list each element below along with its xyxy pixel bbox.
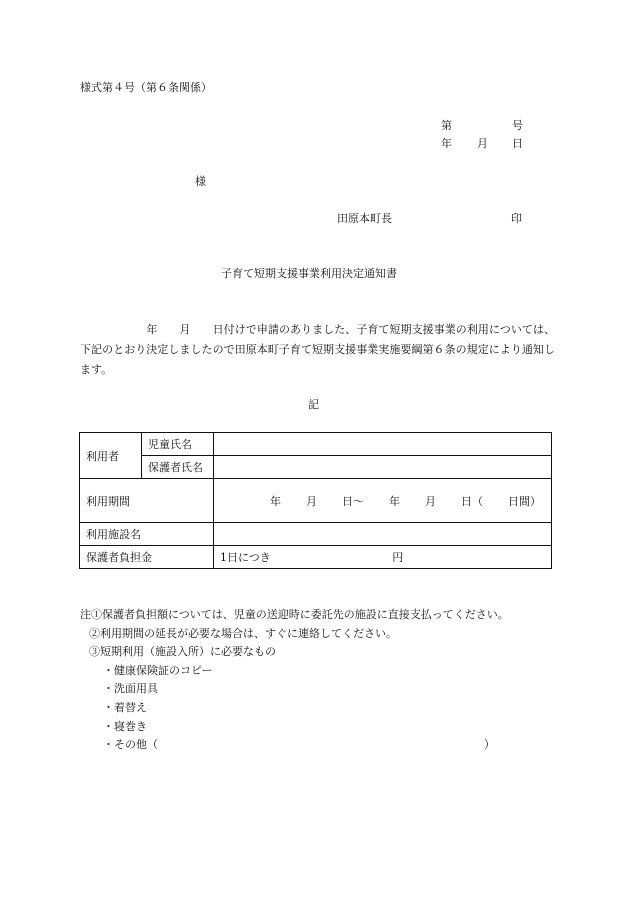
- table-row: [80, 433, 552, 456]
- document-title: 子育て短期支援事業利用決定通知書: [221, 267, 397, 280]
- fee-unit: 円: [392, 551, 404, 564]
- list-item: ・健康保険証のコピー: [103, 663, 213, 677]
- fee-label: 保護者負担金: [80, 546, 214, 569]
- guardian-name-label: 保護者氏名: [142, 456, 214, 479]
- period-field[interactable]: [214, 479, 552, 523]
- table-row: [80, 456, 552, 479]
- period-start-month: 月: [306, 494, 317, 508]
- body-text: 年 月 日付けで申請のありました、子育て短期支援事業の利用については、下記のとおり決定しましたので田原本町子育て短期支援事業実施要綱第６条の規定により通知します。: [80, 323, 555, 376]
- details-table: [79, 432, 552, 569]
- date-year: 年: [441, 137, 452, 150]
- note-3: ③短期利用（施設入所）に必要なもの: [89, 645, 276, 659]
- form-number: 様式第４号（第６条関係）: [80, 81, 212, 94]
- doc-number-dai: 第: [441, 119, 452, 132]
- fee-per-day: 1日につき: [220, 551, 271, 564]
- list-item-other: [80, 736, 509, 755]
- period-days: 日間）: [508, 494, 541, 508]
- list-item: ・洗面用具: [103, 682, 158, 696]
- period-start-day: 日～: [342, 494, 364, 508]
- table-row: [80, 523, 552, 546]
- other-open: ・その他（: [103, 738, 158, 752]
- other-close: ）: [484, 738, 495, 752]
- list-item: ・寝巻き: [103, 719, 147, 733]
- addressee-sama: 様: [195, 175, 206, 188]
- table-row: [80, 546, 552, 569]
- notes-section: [80, 606, 509, 755]
- issuer-seal: 印: [511, 212, 522, 225]
- note-2: ②利用期間の延長が必要な場合は、すぐに連絡してください。: [89, 626, 397, 640]
- child-name-label: 児童氏名: [142, 433, 214, 456]
- note-1: 注①保護者負担額については、児童の送迎時に委託先の施設に直接支払ってください。: [80, 608, 509, 621]
- date-day: 日: [512, 137, 523, 150]
- date-month: 月: [477, 137, 488, 150]
- list-item: ・着替え: [103, 700, 147, 714]
- fee-field[interactable]: [214, 546, 552, 569]
- facility-field[interactable]: [214, 523, 552, 546]
- period-start-year: 年: [270, 494, 281, 508]
- user-label: 利用者: [80, 433, 142, 479]
- doc-number-go: 号: [512, 119, 523, 132]
- child-name-field[interactable]: [214, 433, 552, 456]
- period-end-day: 日（: [461, 494, 483, 508]
- ki-marker: 記: [308, 398, 319, 411]
- facility-label: 利用施設名: [80, 523, 214, 546]
- table-row: [80, 479, 552, 523]
- period-label: 利用期間: [80, 479, 214, 523]
- period-end-month: 月: [425, 494, 436, 508]
- period-end-year: 年: [389, 494, 400, 508]
- guardian-name-field[interactable]: [214, 456, 552, 479]
- issuer-name: 田原本町長: [337, 212, 392, 225]
